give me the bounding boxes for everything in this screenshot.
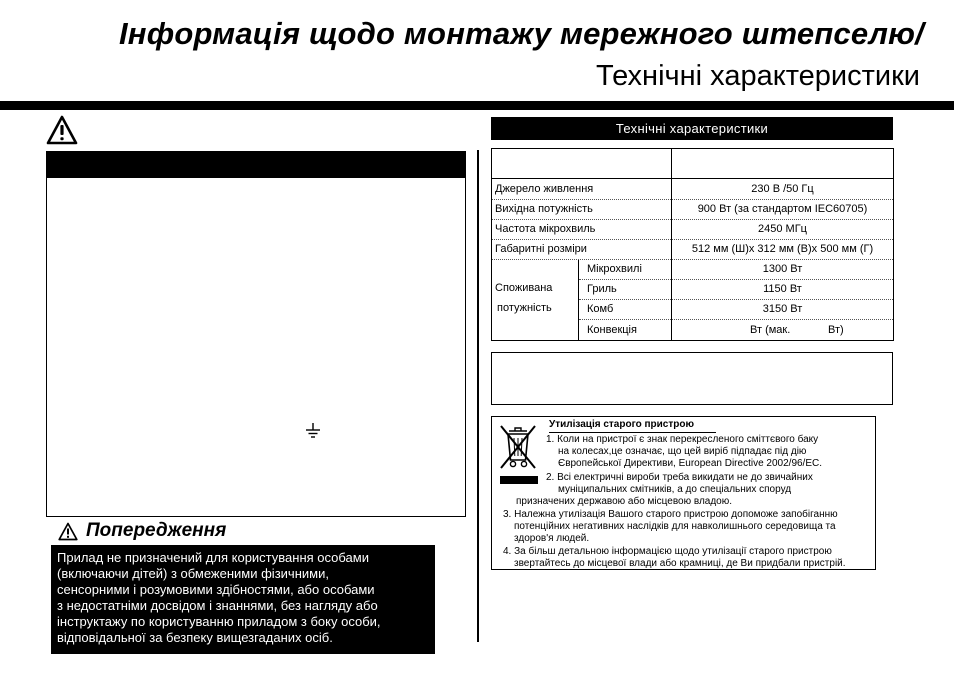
column-divider (477, 150, 479, 642)
warning-triangle-icon (58, 522, 78, 541)
consumption-label: потужність (497, 302, 552, 314)
crossed-out-bin-icon (498, 422, 538, 470)
warning-heading (58, 518, 226, 544)
warning-line: відповідальної за безпеку вищезгаданих осіб. (57, 630, 333, 645)
warning-line: з недостатніми досвідом і знаннями, без нагляду або (57, 598, 378, 613)
mode-value: 3150 Вт (762, 303, 803, 315)
mode-label: Конвекція (587, 323, 637, 336)
disposal-line: на колесах,це означає, що цей виріб підпадає під дію (558, 446, 807, 457)
disposal-line: муніципальних смітників, а до спеціальних споруд (558, 484, 792, 495)
warning-line: сенсорними і розумовими здібностями, або особами (57, 582, 375, 597)
spec-label: Габаритні розміри (495, 243, 587, 255)
page-subtitle: Технічні характеристики (595, 60, 920, 92)
warning-triangle-icon (46, 115, 78, 145)
spec-label: Джерело живлення (495, 183, 594, 195)
disposal-line: потенційних негативних наслідків для навколишнього середовища та (514, 521, 836, 532)
warning-line: інструктажу по користуванню приладом з боку особи, (57, 614, 381, 629)
mode-value: 1300 Вт (762, 263, 803, 275)
disposal-line: здоров'я людей. (514, 533, 590, 544)
installation-box (46, 151, 466, 517)
spec-label: Частота мікрохвиль (495, 223, 596, 235)
spec-value: 512 мм (Ш)x 312 мм (В)x 500 мм (Г) (691, 243, 874, 255)
mode-value: 1150 Вт (763, 283, 802, 295)
disposal-title: Утилізація старого пристрою (549, 419, 695, 430)
disposal-line: 4. За більш детальною інформацією щодо утилізації старого пристрою (503, 546, 832, 557)
warning-text-box (51, 545, 435, 654)
specs-header: Технічні характеристики (491, 117, 893, 140)
disposal-line: звертайтесь до місцевої влади або крамниці, де Ви придбали пристрій. (514, 558, 846, 569)
mode-value: Вт (мак. (750, 323, 791, 336)
warning-title: Попередження (86, 520, 227, 541)
spec-value: 230 В /50 Гц (751, 183, 814, 195)
spec-value: 2450 МГц (758, 223, 807, 235)
disposal-box (491, 416, 876, 570)
title-rule (0, 101, 954, 110)
disposal-line: 2. Всі електричні вироби треба викидати не до звичайних (546, 472, 813, 483)
warning-line: (включаючи дітей) з обмеженими фізичними, (57, 566, 329, 581)
installation-box-header (47, 152, 465, 178)
ground-symbol-icon (305, 422, 321, 440)
warning-line: Прилад не призначений для користування особами (57, 550, 369, 565)
specs-table (491, 148, 894, 341)
mode-label: Комб (587, 303, 614, 315)
disposal-line: 3. Належна утилізація Вашого старого пристрою допоможе запобіганню (503, 509, 838, 520)
disposal-title-rule (549, 432, 716, 433)
mode-label: Мікрохвилі (587, 263, 642, 275)
spec-label: Вихідна потужність (495, 203, 593, 215)
disposal-line: призначених державою або місцевою владою. (516, 496, 733, 507)
disposal-line: Європейської Директиви, European Directive 2002/96/EC. (558, 458, 823, 469)
weee-bar (500, 476, 538, 484)
spec-value: 900 Вт (за стандартом IEC60705) (697, 203, 868, 215)
mode-label: Гриль (587, 283, 617, 295)
note-box (491, 352, 893, 405)
page-title: Інформація щодо монтажу мережного штепселю/ (118, 16, 924, 51)
mode-value: Вт) (828, 323, 844, 336)
consumption-label: Споживана (495, 282, 553, 294)
disposal-line: 1. Коли на пристрої є знак перекресленого сміттєвого баку (546, 434, 819, 445)
